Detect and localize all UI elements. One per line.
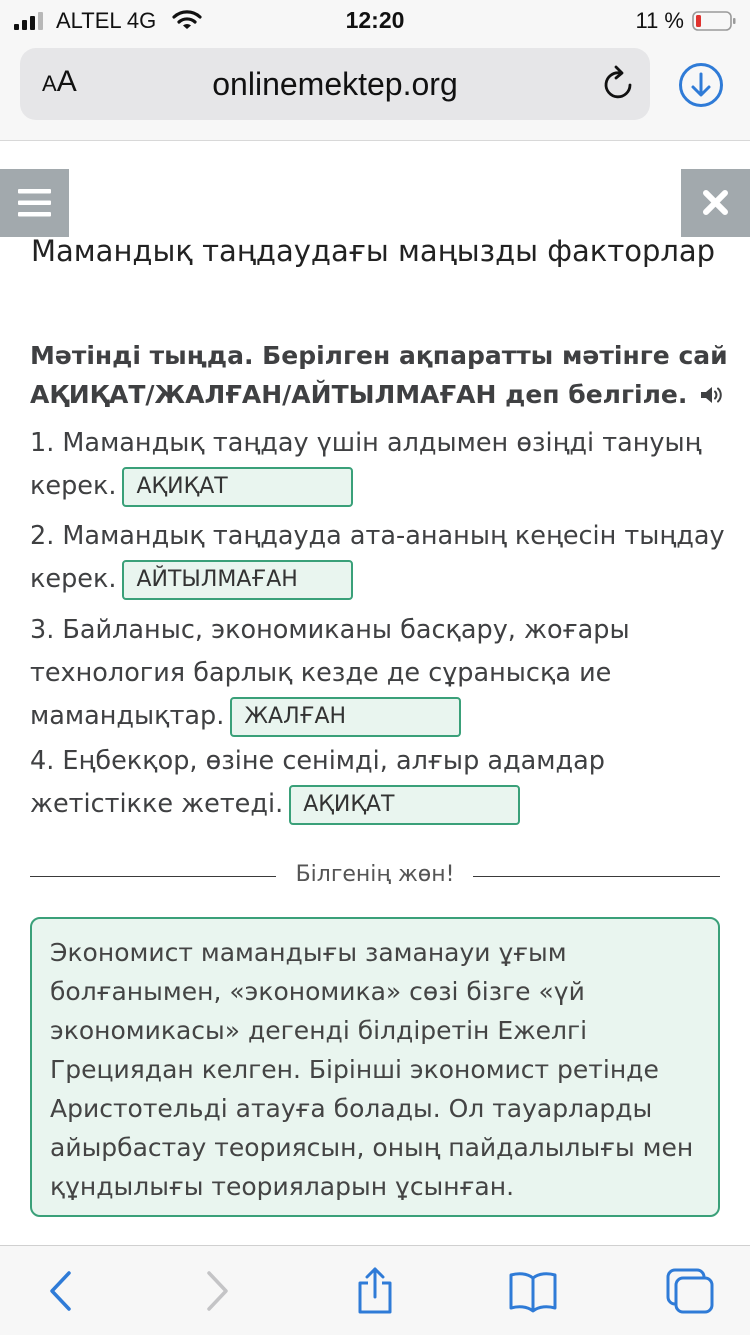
address-bar[interactable] bbox=[20, 48, 650, 120]
browser-toolbar bbox=[0, 1245, 750, 1335]
answer-dropdown-1[interactable]: АҚИҚАТ bbox=[122, 467, 353, 507]
question-3 bbox=[30, 609, 730, 738]
info-box bbox=[30, 917, 720, 1217]
question-text: 1. Мамандық таңдау үшін алдымен өзіңді тануың керек. bbox=[30, 428, 702, 501]
hamburger-icon bbox=[0, 169, 69, 237]
instructions-text: Мәтінді тыңда. Берілген ақпаратты мәтінге сай АҚИҚАТ/ЖАЛҒАН/АЙТЫЛМАҒАН деп белгіле. bbox=[30, 341, 728, 409]
task-instructions bbox=[30, 336, 730, 414]
browser-bar bbox=[0, 42, 750, 141]
did-you-know-heading: Білгенің жөн! bbox=[295, 862, 455, 887]
tabs-icon[interactable] bbox=[664, 1266, 716, 1316]
carrier-label: ALTEL 4G bbox=[56, 8, 157, 33]
close-icon bbox=[681, 169, 750, 237]
speaker-icon[interactable] bbox=[699, 384, 725, 406]
answer-dropdown-2[interactable]: АЙТЫЛМАҒАН bbox=[122, 560, 353, 600]
battery-percent: 11 % bbox=[635, 8, 684, 33]
back-arrow-icon[interactable] bbox=[35, 1266, 87, 1316]
question-text: 2. Мамандық таңдауда ата-ананың кеңесін тыңдау керек. bbox=[30, 521, 725, 594]
answer-dropdown-4[interactable]: АҚИҚАТ bbox=[289, 785, 520, 825]
url-text[interactable]: onlinemektep.org bbox=[212, 66, 458, 102]
question-2 bbox=[30, 515, 730, 601]
download-icon[interactable] bbox=[678, 62, 724, 108]
clock: 12:20 bbox=[345, 7, 405, 33]
status-bar bbox=[0, 0, 750, 42]
question-4 bbox=[30, 740, 730, 826]
answer-dropdown-3[interactable]: ЖАЛҒАН bbox=[230, 697, 461, 737]
question-text: 3. Байланыс, экономиканы басқару, жоғары технология барлық кезде де сұранысқа ие мамандықтар. bbox=[30, 615, 630, 731]
battery-icon bbox=[692, 11, 736, 31]
info-text: Экономист мамандығы заманауи ұғым болғанымен, «экономика» сөзі бізге «үй экономикасы» дегенді білдіретін Ежелгі Грециядан келген. Бірінші экономист ретінде Аристотельді атауға болады. Ол тауарларды айырбастау теориясын, оның пайдалылығы мен құндылығы теорияларын ұсынған. bbox=[50, 938, 694, 1201]
question-1 bbox=[30, 422, 730, 508]
question-text: 4. Еңбекқор, өзіне сенімді, алғыр адамдар жетістікке жетеді. bbox=[30, 746, 605, 819]
share-icon[interactable] bbox=[349, 1266, 401, 1316]
reload-icon[interactable] bbox=[600, 65, 636, 103]
menu-button[interactable] bbox=[0, 169, 69, 237]
forward-arrow-icon[interactable] bbox=[191, 1266, 243, 1316]
close-button[interactable] bbox=[681, 169, 750, 237]
book-icon[interactable] bbox=[507, 1266, 559, 1316]
page-title: Мамандық таңдаудағы маңызды факторлар bbox=[31, 234, 716, 268]
text-size-button[interactable]: AA bbox=[42, 65, 77, 98]
